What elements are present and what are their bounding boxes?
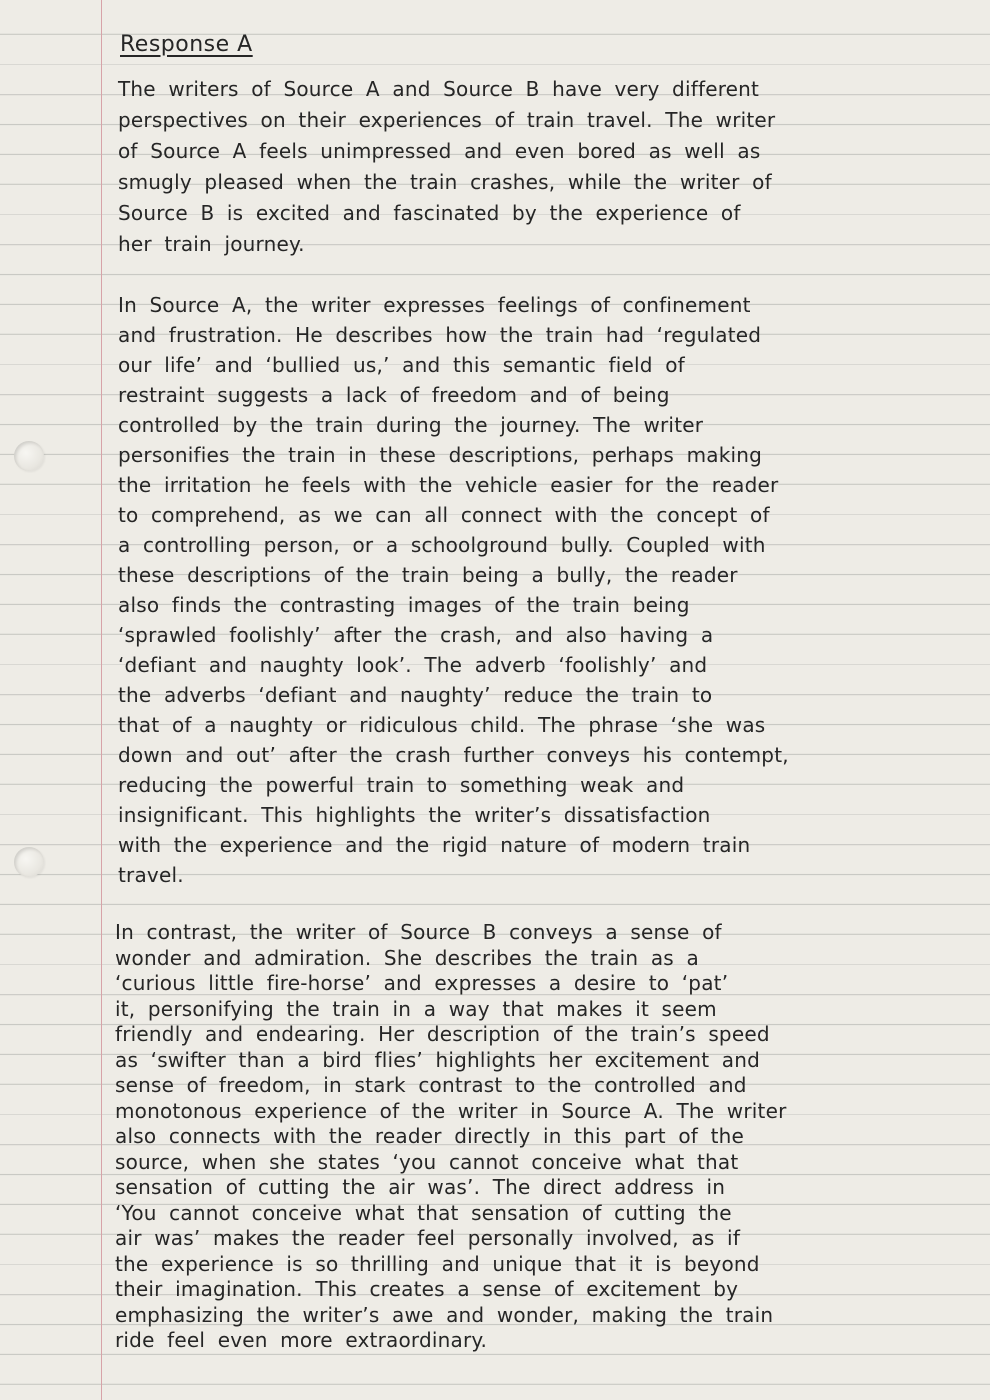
text-line: and frustration. He describes how the train had ‘regulated [118, 323, 762, 347]
paragraph-introduction [118, 74, 918, 260]
text-line: the irritation he feels with the vehicle easier for the reader [118, 473, 779, 497]
text-line: also finds the contrasting images of the train being [118, 593, 690, 617]
text-line: with the experience and the rigid nature of modern train [118, 833, 751, 857]
text-line: the adverbs ‘defiant and naughty’ reduce the train to [118, 683, 713, 707]
paragraph-source-a [118, 290, 918, 890]
text-line: sense of freedom, in stark contrast to the controlled and [115, 1073, 747, 1097]
text-line: personifies the train in these descriptions, perhaps making [118, 443, 763, 467]
punch-hole-bottom [14, 847, 44, 877]
text-line: to comprehend, as we can all connect with the concept of [118, 503, 770, 527]
text-line: their imagination. This creates a sense of excitement by [115, 1277, 739, 1301]
handwritten-response [115, 28, 918, 1354]
text-line: as ‘swifter than a bird flies’ highlights her excitement and [115, 1047, 761, 1072]
text-line: restraint suggests a lack of freedom and of being [118, 383, 670, 407]
text-line: In contrast, the writer of Source B conveys a sense of [115, 920, 722, 944]
text-line: ‘You cannot conceive what that sensation of cutting the [115, 1200, 732, 1225]
text-line: the experience is so thrilling and unique that it is beyond [115, 1251, 760, 1276]
text-line: emphasizing the writer’s awe and wonder, making the train [115, 1302, 774, 1327]
text-line: In Source A, the writer expresses feelings of confinement [118, 293, 751, 317]
text-line: controlled by the train during the journey. The writer [118, 413, 704, 437]
text-line: down and out’ after the crash further conveys his contempt, [118, 743, 789, 767]
text-line: reducing the powerful train to something weak and [118, 773, 685, 797]
text-line: sensation of cutting the air was’. The direct address in [115, 1175, 726, 1199]
text-line: that of a naughty or ridiculous child. The phrase ‘she was [118, 713, 766, 737]
text-line: her train journey. [118, 232, 305, 256]
text-line: ‘curious little fire-horse’ and expresses a desire to ‘pat’ [115, 971, 729, 995]
text-line: smugly pleased when the train crashes, while the writer of [118, 170, 772, 194]
text-line: these descriptions of the train being a bully, the reader [118, 563, 738, 587]
text-line: ‘sprawled foolishly’ after the crash, and also having a [118, 623, 714, 647]
text-line: it, personifying the train in a way that makes it seem [115, 996, 717, 1021]
text-line: The writers of Source A and Source B have very different [118, 77, 760, 101]
text-line: ride feel even more extraordinary. [115, 1328, 488, 1352]
text-line: insignificant. This highlights the writer’s dissatisfaction [118, 803, 711, 827]
text-line: air was’ makes the reader feel personally involved, as if [115, 1226, 741, 1250]
text-line: source, when she states ‘you cannot conceive what that [115, 1149, 739, 1174]
text-line: wonder and admiration. She describes the train as a [115, 945, 699, 970]
text-line: monotonous experience of the writer in Source A. The writer [115, 1098, 787, 1123]
text-line: Source B is excited and fascinated by the experience of [118, 201, 741, 225]
text-line: also connects with the reader directly in this part of the [115, 1124, 745, 1148]
text-line: of Source A feels unimpressed and even bored as well as [118, 139, 761, 163]
text-line: travel. [118, 863, 184, 887]
text-line: our life’ and ‘bullied us,’ and this semantic field of [118, 353, 685, 377]
paragraph-source-b [115, 920, 918, 1354]
response-title: Response A [120, 32, 253, 57]
text-line: ‘defiant and naughty look’. The adverb ‘foolishly’ and [118, 653, 708, 677]
punch-hole-top [14, 441, 44, 471]
text-line: a controlling person, or a schoolground bully. Coupled with [118, 533, 766, 557]
text-line: perspectives on their experiences of train travel. The writer [118, 108, 776, 132]
margin-line [101, 0, 102, 1400]
text-line: friendly and endearing. Her description of the train’s speed [115, 1022, 770, 1046]
